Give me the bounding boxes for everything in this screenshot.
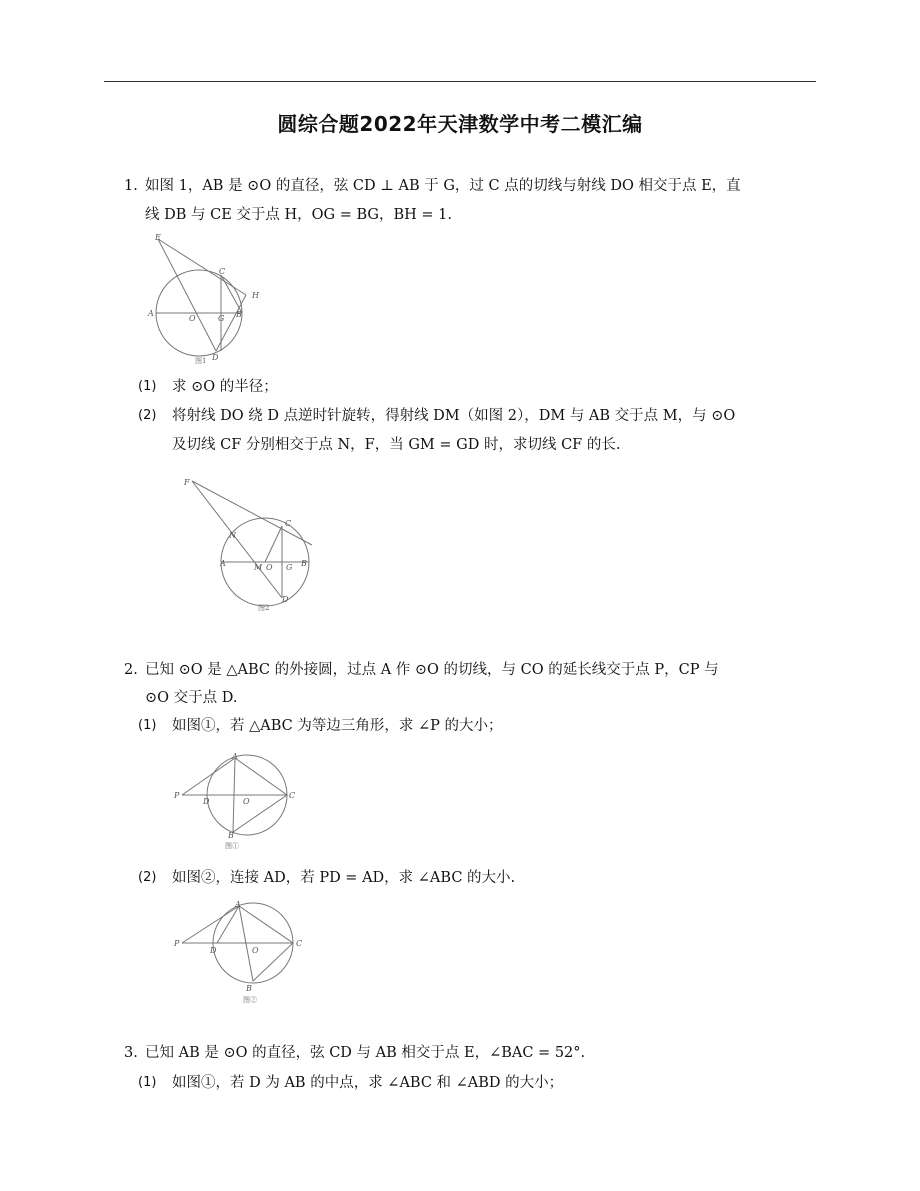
q2fig2-label-c: C	[296, 939, 303, 948]
fig2-label-m: M	[254, 563, 263, 572]
fig2-label-b: B	[301, 559, 307, 568]
fig2-tangent-cf	[192, 481, 312, 545]
q1-number: 1.	[124, 178, 138, 194]
q1-part1-text: 求 ⊙O 的半径；	[172, 379, 278, 395]
q2fig1-label-d: D	[203, 797, 210, 806]
q2fig1-caption: 图①	[225, 842, 239, 850]
fig1-label-c: C	[219, 267, 226, 276]
q2fig2-caption: 图②	[243, 996, 257, 1004]
fig2-ray-dm	[192, 481, 282, 598]
fig2-caption: 图2	[258, 604, 270, 612]
q2-part1-number: (1)	[138, 718, 157, 733]
q1-part2-number: (2)	[138, 408, 157, 423]
fig2-label-g: G	[286, 563, 293, 572]
fig2-label-o: O	[266, 563, 273, 572]
q3-part1-text: 如图①，若 D 为 AB 的中点，求 ∠ABC 和 ∠ABD 的大小；	[172, 1075, 564, 1091]
q2fig2-tangent-pa	[182, 906, 239, 943]
q1-part2-line2: 及切线 CF 分别相交于点 N，F，当 GM = GD 时，求切线 CF 的长.	[172, 437, 621, 453]
q2fig2-label-a: A	[235, 900, 241, 909]
q2fig1-tangent-pa	[182, 758, 235, 795]
q2fig2-label-d: D	[210, 946, 217, 955]
fig1-label-d: D	[212, 353, 219, 362]
fig2-label-n: N	[229, 531, 236, 540]
q2fig2-label-o: O	[252, 946, 259, 955]
q2fig1-label-a: A	[232, 752, 238, 761]
q2fig1-label-o: O	[243, 797, 250, 806]
fig2-label-f: F	[184, 478, 190, 487]
header-rule	[104, 81, 816, 82]
q2-stem-line1: 已知 ⊙O 是 △ABC 的外接圆，过点 A 作 ⊙O 的切线，与 CO 的延长线交于点 P，CP 与	[145, 662, 719, 678]
fig1-label-b: B	[236, 310, 242, 319]
fig2-label-c: C	[285, 519, 292, 528]
q2-figure-2	[173, 898, 313, 1008]
q2-part1-text: 如图①，若 △ABC 为等边三角形，求 ∠P 的大小；	[172, 718, 503, 734]
q2-number: 2.	[124, 662, 138, 678]
q2-figure-1	[173, 750, 313, 852]
q1-figure-2	[182, 476, 320, 614]
fig1-label-e: E	[155, 233, 161, 242]
fig1-ray-do	[158, 239, 216, 351]
fig1-label-g: G	[218, 314, 225, 323]
fig1-caption: 图1	[195, 357, 207, 365]
fig2-label-d: D	[282, 595, 289, 604]
q1-stem-line1: 如图 1，AB 是 ⊙O 的直径，弦 CD ⊥ AB 于 G，过 C 点的切线与射线 DO 相交于点 E，直	[145, 178, 741, 194]
q2-stem-line2: ⊙O 交于点 D.	[145, 690, 238, 706]
fig1-line-cb	[221, 275, 242, 313]
fig1-label-h: H	[252, 291, 259, 300]
q2fig1-label-c: C	[289, 791, 296, 800]
fig2-label-a: A	[220, 559, 226, 568]
q2fig1-label-b: B	[228, 831, 234, 840]
q1-stem-line2: 线 DB 与 CE 交于点 H，OG = BG，BH = 1.	[145, 207, 452, 223]
fig1-label-a: A	[148, 309, 154, 318]
fig2-line-oc	[265, 526, 282, 562]
q3-part1-number: (1)	[138, 1075, 157, 1090]
q2-part2-text: 如图②，连接 AD，若 PD = AD，求 ∠ABC 的大小.	[172, 870, 516, 886]
fig1-tangent-ce	[158, 239, 246, 295]
q3-stem-line1: 已知 AB 是 ⊙O 的直径，弦 CD 与 AB 相交于点 E，∠BAC = 52°.	[145, 1045, 586, 1061]
q1-part1-number: (1)	[138, 379, 157, 394]
q3-number: 3.	[124, 1045, 138, 1061]
page-title: 圆综合题2022年天津数学中考二模汇编	[277, 112, 643, 136]
q2fig2-label-p: P	[174, 939, 180, 948]
q1-figure-1	[146, 232, 274, 364]
q2fig2-label-b: B	[246, 984, 252, 993]
q2fig1-label-p: P	[174, 791, 180, 800]
q1-part2-line1: 将射线 DO 绕 D 点逆时针旋转，得射线 DM（如图 2），DM 与 AB 交于点 M，与 ⊙O	[172, 408, 736, 424]
fig1-label-o: O	[189, 314, 196, 323]
q2-part2-number: (2)	[138, 870, 157, 885]
